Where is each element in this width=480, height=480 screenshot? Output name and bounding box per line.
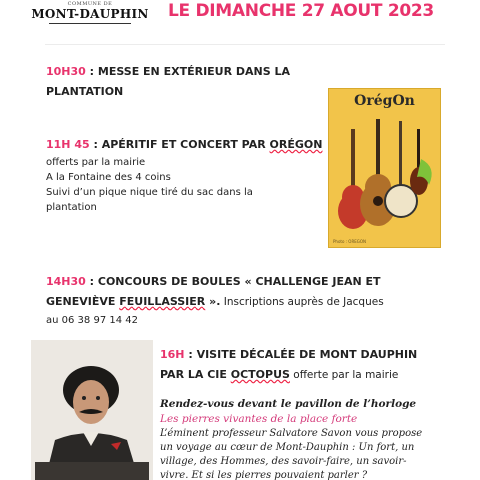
event-boules-name-a: GENEVIÈVE [46,295,120,308]
poster-credit: Photo : OREGON [333,239,366,244]
event-visit-rdv: Rendez-vous devant le pavillon de l’horloge [160,398,417,410]
header-divider [45,44,445,45]
event-visit-desc-2: un voyage au cœur de Mont-Dauphin : Un fort, un [160,442,415,453]
event-aperitif-line-2: A la Fontaine des 4 coins [46,172,171,183]
professor-illustration [31,340,153,480]
event-aperitif-band: ORÉGON [269,138,323,151]
event-visit-desc-4: vivre. Et si les pierres pouvaient parler ? [160,470,368,480]
event-visit-company-pre: PAR LA CIE [160,368,231,381]
event-visit-offer: offerte par la mairie [289,369,399,381]
event-boules [46,272,384,330]
logo-commune-name: MONT-DAUPHIN [31,7,149,21]
event-mass-title-line2: PLANTATION [46,85,124,98]
event-aperitif-title [46,135,322,155]
event-visit-title-line1: : VISITE DÉCALÉE DE MONT DAUPHIN [184,348,418,361]
event-boules-title [46,272,384,292]
event-boules-phone: au 06 38 97 14 42 [46,315,138,326]
event-aperitif-line-3: Suivi d’un pique nique tiré du sac dans la [46,187,253,198]
event-visit-desc-1: L’éminent professeur Salvatore Savon vous propose [160,428,423,439]
event-mass-time: 10H30 [46,65,86,78]
event-boules-time: 14H30 [46,275,86,288]
event-aperitif [46,135,322,215]
event-mass [46,62,290,102]
event-visit-title-line2 [160,365,422,385]
event-visit-title [160,345,422,365]
logo-divider [49,23,131,24]
oregon-poster [328,88,441,248]
event-visit [160,345,422,480]
event-boules-name-b: FEUILLASSIER [119,295,206,308]
event-visit-subtitle: Les pierres vivantes de la place forte [160,413,358,425]
event-mass-title-line1: : MESSE EN EXTÉRIEUR DANS LA [85,65,291,78]
event-boules-registration: Inscriptions auprès de Jacques [220,296,384,308]
event-visit-time: 16H [160,348,185,361]
event-aperitif-line-1: offerts par la mairie [46,157,146,168]
event-visit-company: OCTOPUS [230,368,290,381]
event-mass-title [46,62,290,82]
event-boules-title-line1: : CONCOURS DE BOULES « CHALLENGE JEAN ET [85,275,381,288]
event-boules-name-c: ». [205,295,221,308]
event-boules-title-line2 [46,292,384,312]
professor-photo [31,340,153,480]
event-aperitif-title-pre: : APÉRITIF ET CONCERT PAR [89,138,270,151]
poster-title: OrégOn [354,93,415,109]
event-aperitif-time: 11H 45 [46,138,90,151]
event-aperitif-line-4: plantation [46,202,97,213]
event-date-heading: LE DIMANCHE 27 AOUT 2023 [168,1,434,21]
event-visit-desc-3: village, des Hommes, des savoir-faire, un savoir- [160,456,407,467]
logo-commune-label: COMMUNE DE [67,1,113,7]
commune-logo [30,0,150,30]
instruments-illustration [329,89,441,248]
